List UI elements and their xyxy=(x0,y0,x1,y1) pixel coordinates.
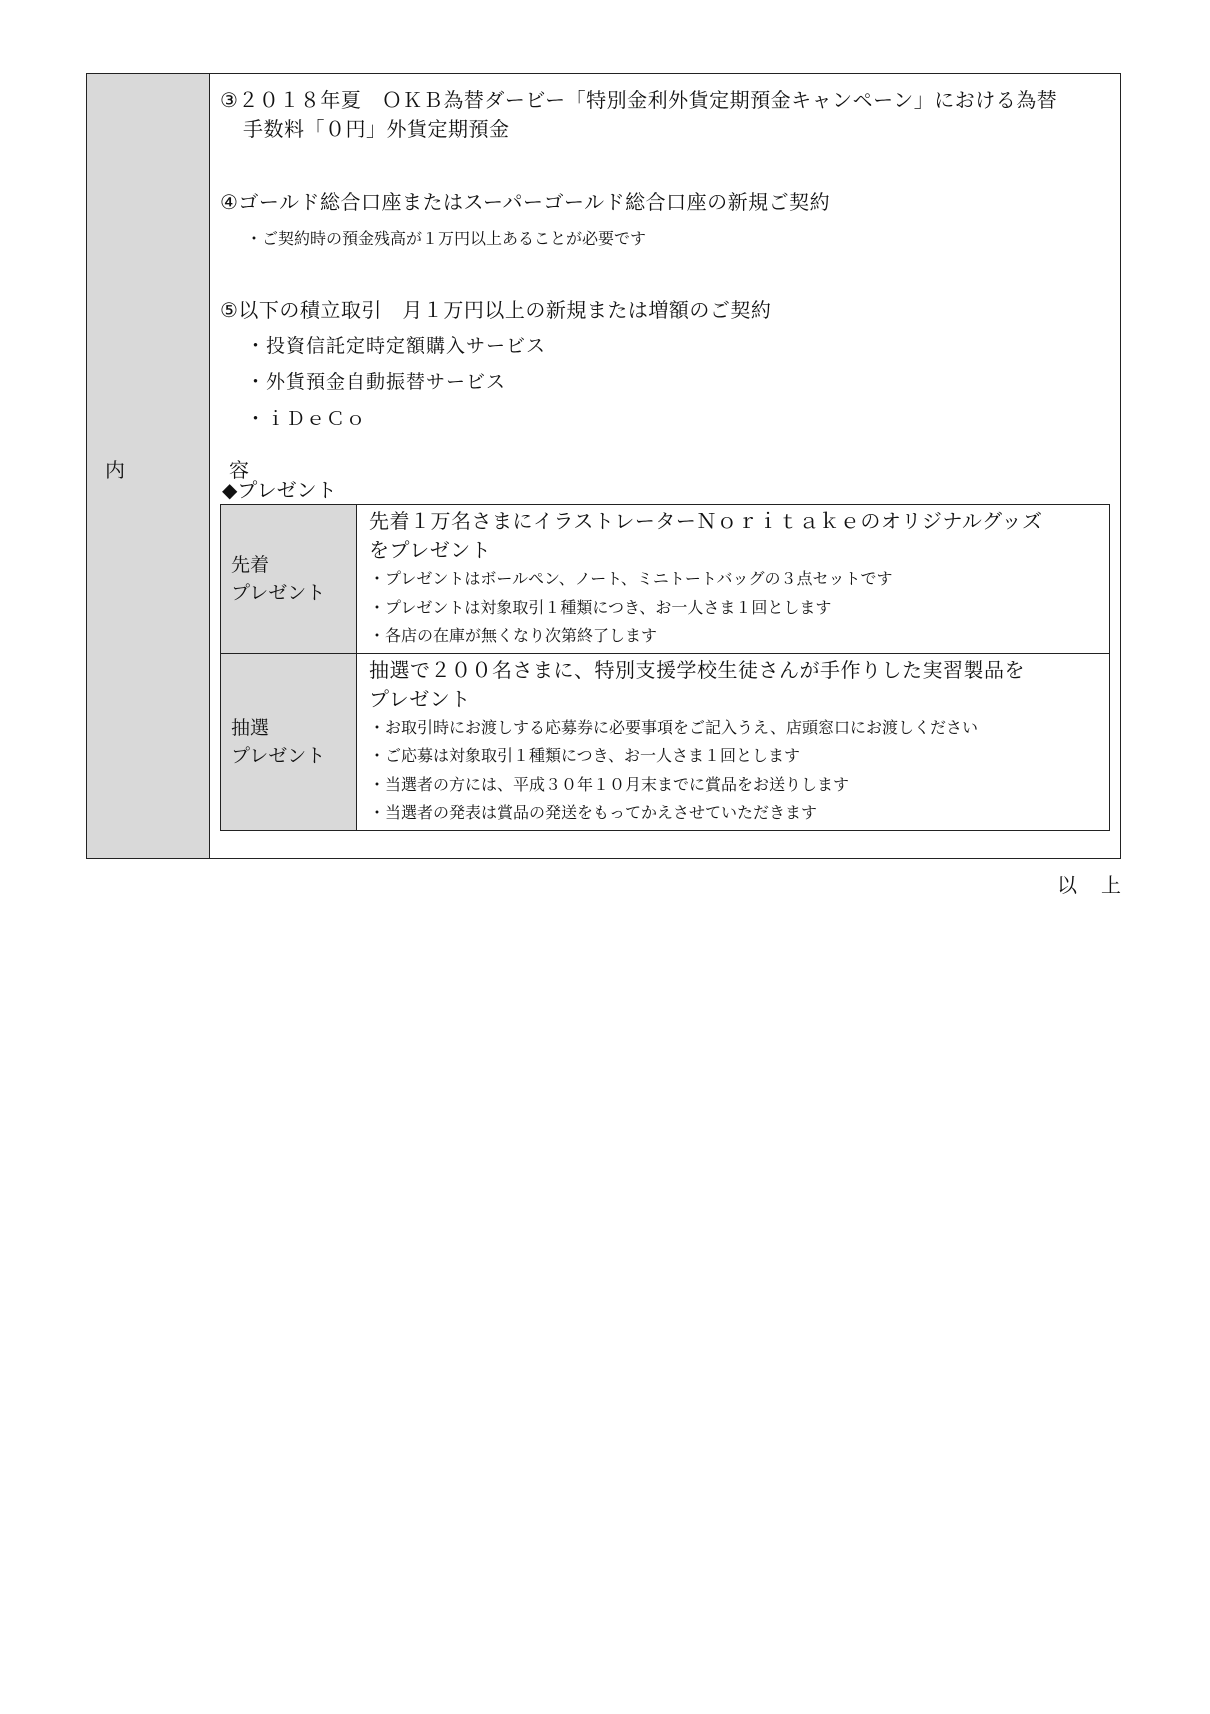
item4-heading: ④ゴールド総合口座またはスーパーゴールド総合口座の新規ご契約 xyxy=(220,190,831,214)
item3-line1: ③２０１８年夏 ＯＫＢ為替ダービー「特別金利外貨定期預金キャンペーン」における為替 xyxy=(220,88,1058,112)
item5-service-3: ・ｉＤｅＣｏ xyxy=(246,408,367,430)
present-row-first-come xyxy=(221,505,1110,654)
row-label: 内 容 xyxy=(105,458,291,482)
present-note: ・当選者の方には、平成３０年１０月末までに賞品をお送りします xyxy=(369,774,850,794)
present-title-line2: プレゼント xyxy=(369,686,471,711)
present-heading: ◆プレゼント xyxy=(222,478,337,502)
item5-service-2: ・外貨預金自動振替サービス xyxy=(246,371,507,393)
present-title-line1: 先着１万名さまにイラストレーターＮｏｒｉｔａｋｅのオリジナルグッズ xyxy=(369,509,1043,533)
item4-note: ・ご契約時の預金残高が１万円以上あることが必要です xyxy=(246,229,647,248)
item3-line2: 手数料「０円」外貨定期預金 xyxy=(243,117,510,141)
content-table xyxy=(86,73,1121,859)
present-title-line2: をプレゼント xyxy=(369,538,492,562)
present-note: ・プレゼントは対象取引１種類につき、お一人さま１回とします xyxy=(369,597,832,617)
present-category-line2: プレゼント xyxy=(231,744,326,767)
present-detail-cell xyxy=(357,505,1110,654)
present-category-line2: プレゼント xyxy=(231,581,326,604)
present-row-lottery xyxy=(221,653,1110,830)
present-title-line1: 抽選で２００名さまに、特別支援学校生徒さんが手作りした実習製品を xyxy=(369,657,1025,682)
present-note: ・当選者の発表は賞品の発送をもってかえさせていただきます xyxy=(369,803,818,822)
present-table xyxy=(220,504,1110,831)
item5-heading: ⑤以下の積立取引 月１万円以上の新規または増額のご契約 xyxy=(220,298,772,322)
present-category-cell xyxy=(221,505,357,654)
present-category-cell xyxy=(221,653,357,830)
content-cell xyxy=(210,74,1120,858)
present-category-line1: 先着 xyxy=(231,553,270,576)
present-note: ・ご応募は対象取引１種類につき、お一人さま１回とします xyxy=(369,746,801,765)
closing-mark: 以上 xyxy=(1057,873,1145,897)
present-category-line1: 抽選 xyxy=(231,716,270,739)
present-note: ・各店の在庫が無くなり次第終了します xyxy=(369,626,658,645)
present-note: ・お取引時にお渡しする応募券に必要事項をご記入うえ、店頭窓口にお渡しください xyxy=(369,717,978,737)
item5-service-1: ・投資信託定時定額購入サービス xyxy=(246,335,547,357)
present-note: ・プレゼントはボールペン、ノート、ミニトートバッグの３点セットです xyxy=(369,569,893,588)
present-detail-cell xyxy=(357,653,1110,830)
